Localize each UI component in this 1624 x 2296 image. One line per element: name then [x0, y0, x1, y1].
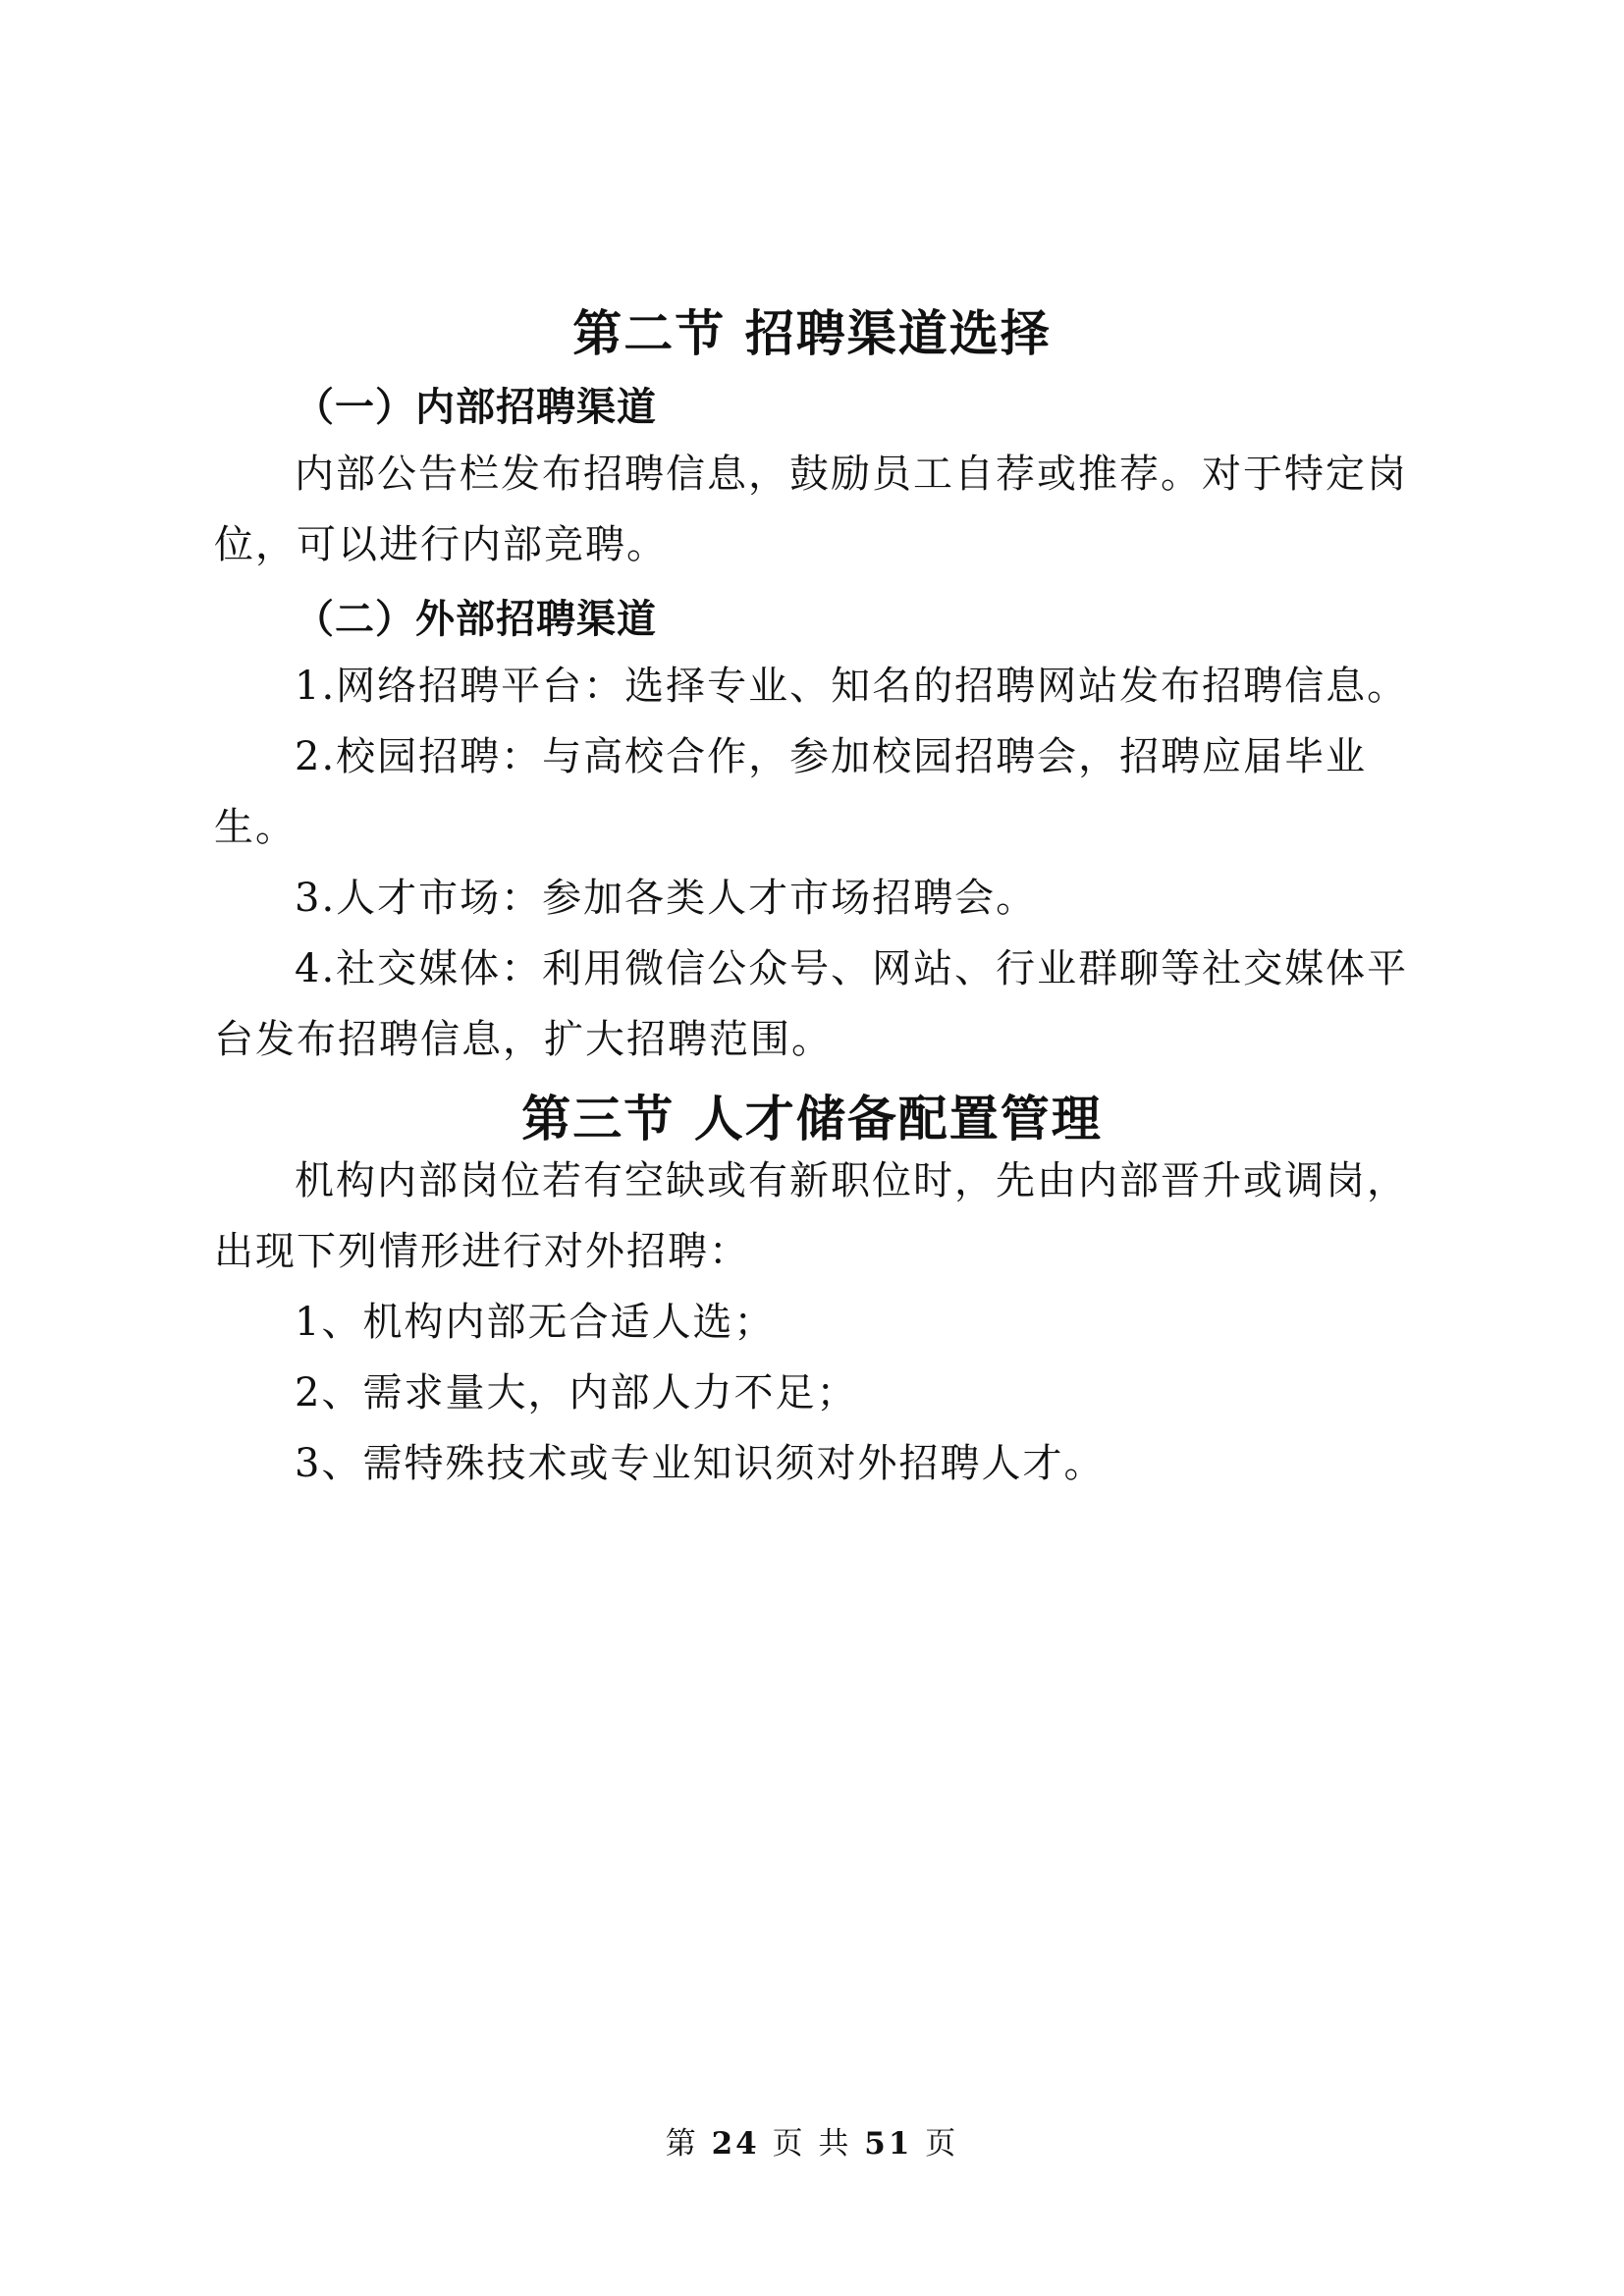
internal-channel-heading: （一）内部招聘渠道: [295, 385, 657, 430]
section-3-item-3: 3、需特殊技术或专业知识须对外招聘人才。: [295, 1441, 1106, 1486]
section-3-item-2: 2、需求量大，内部人力不足；: [295, 1370, 858, 1415]
external-item-4: 4.社交媒体：利用微信公众号、网站、行业群聊等社交媒体平台发布招聘信息，扩大招聘范围。: [214, 946, 1409, 1062]
internal-channel-paragraph: 内部公告栏发布招聘信息，鼓励员工自荐或推荐。对于特定岗位，可以进行内部竞聘。: [214, 452, 1408, 567]
section-3-title: 第三节 人才储备配置管理: [521, 1091, 1103, 1148]
external-item-1: 1.网络招聘平台：选择专业、知名的招聘网站发布招聘信息。: [295, 664, 1409, 709]
footer-prefix: 第: [665, 2126, 699, 2162]
current-page-number: 24: [711, 2126, 760, 2162]
total-page-number: 51: [864, 2126, 913, 2162]
footer-suffix: 页: [925, 2126, 959, 2162]
footer-middle: 页 共: [772, 2126, 852, 2162]
section-3-item-1: 1、机构内部无合适人选；: [295, 1300, 776, 1345]
page-number-footer: [0, 2118, 1624, 2163]
section-2-title: 第二节 招聘渠道选择: [572, 305, 1052, 362]
section-3-intro: 机构内部岗位若有空缺或有新职位时，先由内部晋升或调岗，出现下列情形进行对外招聘：: [214, 1158, 1408, 1274]
external-item-2: 2.校园招聘：与高校合作，参加校园招聘会，招聘应届毕业生。: [214, 734, 1368, 850]
external-channel-heading: （二）外部招聘渠道: [295, 597, 657, 642]
external-item-3: 3.人才市场：参加各类人才市场招聘会。: [295, 876, 1038, 921]
